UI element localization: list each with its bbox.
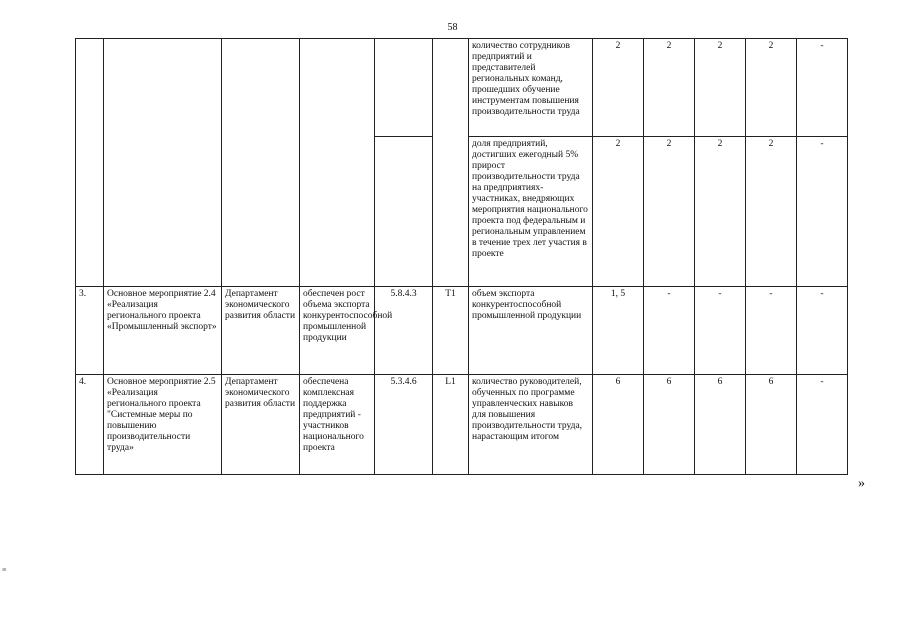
cell-value: 2	[644, 137, 695, 287]
cell-value: 2	[746, 137, 797, 287]
cell-type: L1	[433, 375, 469, 475]
cell-result: обеспечен рост объема экспорта конкурентоспособной промышленной продукции	[300, 287, 375, 375]
cell-type: T1	[433, 287, 469, 375]
page-number: 58	[447, 22, 458, 33]
cell-measure: Основное мероприятие 2.5 «Реализация регионального проекта "Системные меры по повышению производительности труда»	[104, 375, 222, 475]
cell-result: обеспечена комплексная поддержка предприятий - участников национального проекта	[300, 375, 375, 475]
cell-indicator: количество руководителей, обученных по программе управленческих навыков для повышения производительности труда, нарастающим итогом	[469, 375, 593, 475]
cell-code	[375, 137, 433, 287]
cell-value: -	[644, 287, 695, 375]
cell-indicator: объем экспорта конкурентоспособной промышленной продукции	[469, 287, 593, 375]
cell-measure: Основное мероприятие 2.4 «Реализация регионального проекта «Промышленный экспорт»	[104, 287, 222, 375]
cell-value: -	[746, 287, 797, 375]
program-table	[75, 38, 848, 475]
cell-value: -	[797, 137, 848, 287]
cell-value: 6	[695, 375, 746, 475]
cell-value: -	[797, 39, 848, 137]
cell-value: 6	[593, 375, 644, 475]
cell-type	[433, 39, 469, 287]
cell-executor: Департамент экономического развития области	[222, 375, 300, 475]
continuation-mark: »	[858, 476, 865, 491]
cell-value: 2	[644, 39, 695, 137]
cell-executor	[222, 39, 300, 287]
cell-executor: Департамент экономического развития области	[222, 287, 300, 375]
cell-value: -	[695, 287, 746, 375]
cell-value: 6	[644, 375, 695, 475]
cell-number: 4.	[76, 375, 104, 475]
cell-result	[300, 39, 375, 287]
cell-value: 2	[695, 39, 746, 137]
cell-value: 2	[695, 137, 746, 287]
cell-value: -	[797, 287, 848, 375]
cell-value: 6	[746, 375, 797, 475]
margin-mark: ≡	[2, 565, 7, 574]
cell-number	[76, 39, 104, 287]
cell-value: 1, 5	[593, 287, 644, 375]
table-row	[76, 375, 848, 475]
cell-indicator: доля предприятий, достигших ежегодный 5% прирост производительности труда на предприятиях-участниках, внедряющих мероприятия национального проекта под федеральным и региональным управлением в течение трех лет участия в проекте	[469, 137, 593, 287]
cell-value: 2	[593, 137, 644, 287]
cell-value: -	[797, 375, 848, 475]
table-row	[76, 287, 848, 375]
cell-value: 2	[746, 39, 797, 137]
cell-value: 2	[593, 39, 644, 137]
cell-code	[375, 39, 433, 137]
cell-code: 5.3.4.6	[375, 375, 433, 475]
table-row	[76, 39, 848, 137]
cell-number: 3.	[76, 287, 104, 375]
cell-code: 5.8.4.3	[375, 287, 433, 375]
cell-indicator: количество сотрудников предприятий и представителей региональных команд, прошедших обучение инструментам повышения производительности труда	[469, 39, 593, 137]
cell-measure	[104, 39, 222, 287]
